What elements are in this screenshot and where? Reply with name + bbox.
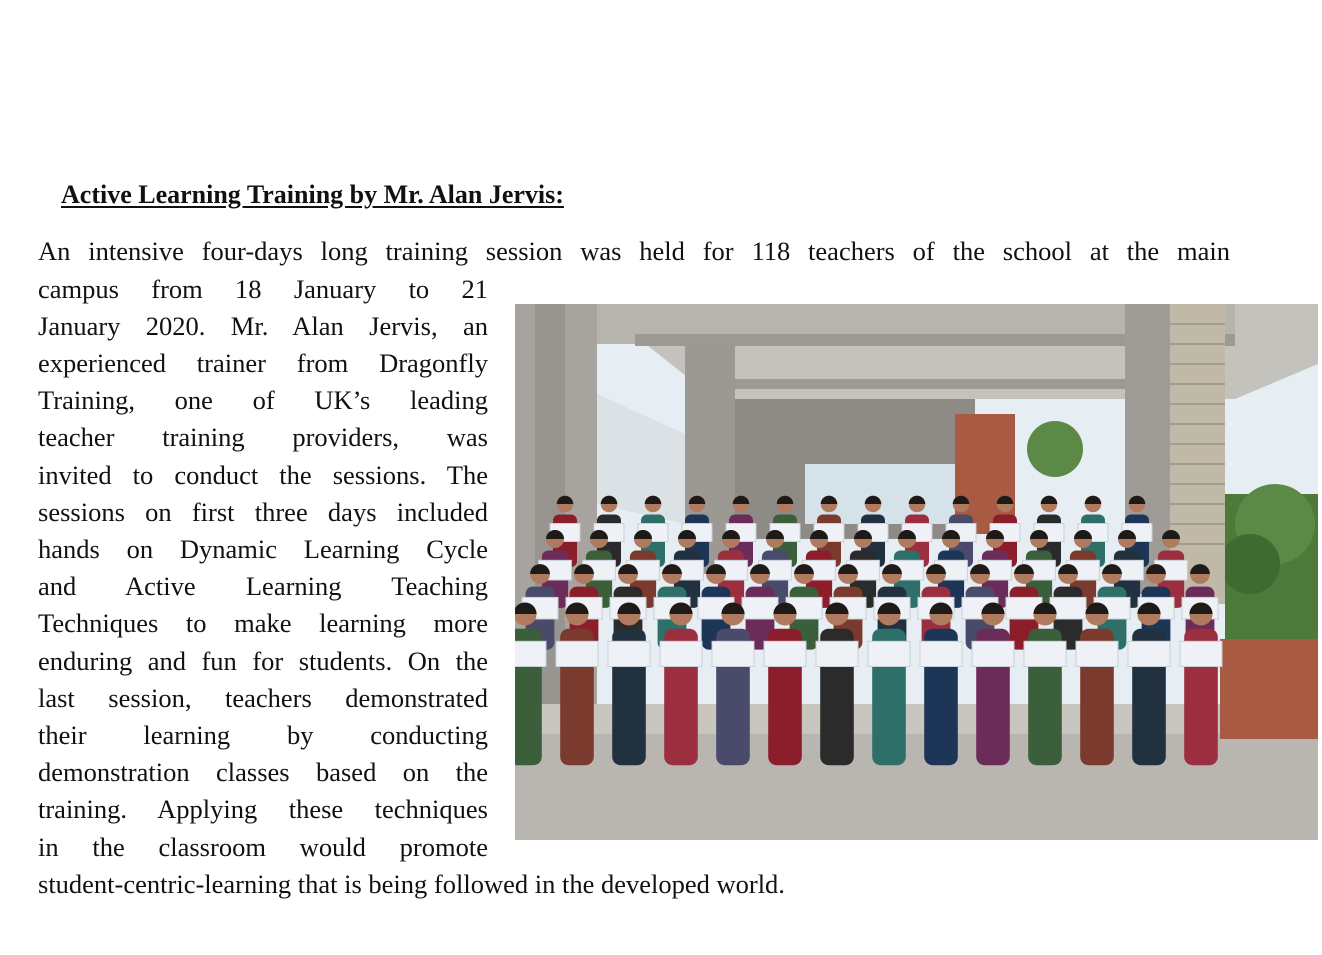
article-line: enduring and fun for students. On the bbox=[38, 646, 488, 676]
article-line: in the classroom would promote bbox=[38, 832, 488, 862]
article-line: invited to conduct the sessions. The bbox=[38, 460, 488, 490]
article-line: last session, teachers demonstrated bbox=[38, 683, 488, 713]
article-line: and Active Learning Teaching bbox=[38, 571, 488, 601]
article-line: Techniques to make learning more bbox=[38, 608, 488, 638]
article-line: campus from 18 January to 21 bbox=[38, 274, 488, 304]
article-first-line: An intensive four-days long training session was held for 118 teachers of the school at the main bbox=[38, 236, 1230, 266]
article-line: experienced trainer from Dragonfly bbox=[38, 348, 488, 378]
article-line: hands on Dynamic Learning Cycle bbox=[38, 534, 488, 564]
article-line: Training, one of UK’s leading bbox=[38, 385, 488, 415]
article-line: teacher training providers, was bbox=[38, 422, 488, 452]
article-line: demonstration classes based on the bbox=[38, 757, 488, 787]
article-last-line: student-centric-learning that is being followed in the developed world. bbox=[38, 869, 785, 899]
article-line: January 2020. Mr. Alan Jervis, an bbox=[38, 311, 488, 341]
article-heading: Active Learning Training by Mr. Alan Jervis: bbox=[61, 180, 564, 209]
article-line: their learning by conducting bbox=[38, 720, 488, 750]
group-photo bbox=[515, 304, 1318, 840]
article-line: training. Applying these techniques bbox=[38, 794, 488, 824]
article-line: sessions on first three days included bbox=[38, 497, 488, 527]
